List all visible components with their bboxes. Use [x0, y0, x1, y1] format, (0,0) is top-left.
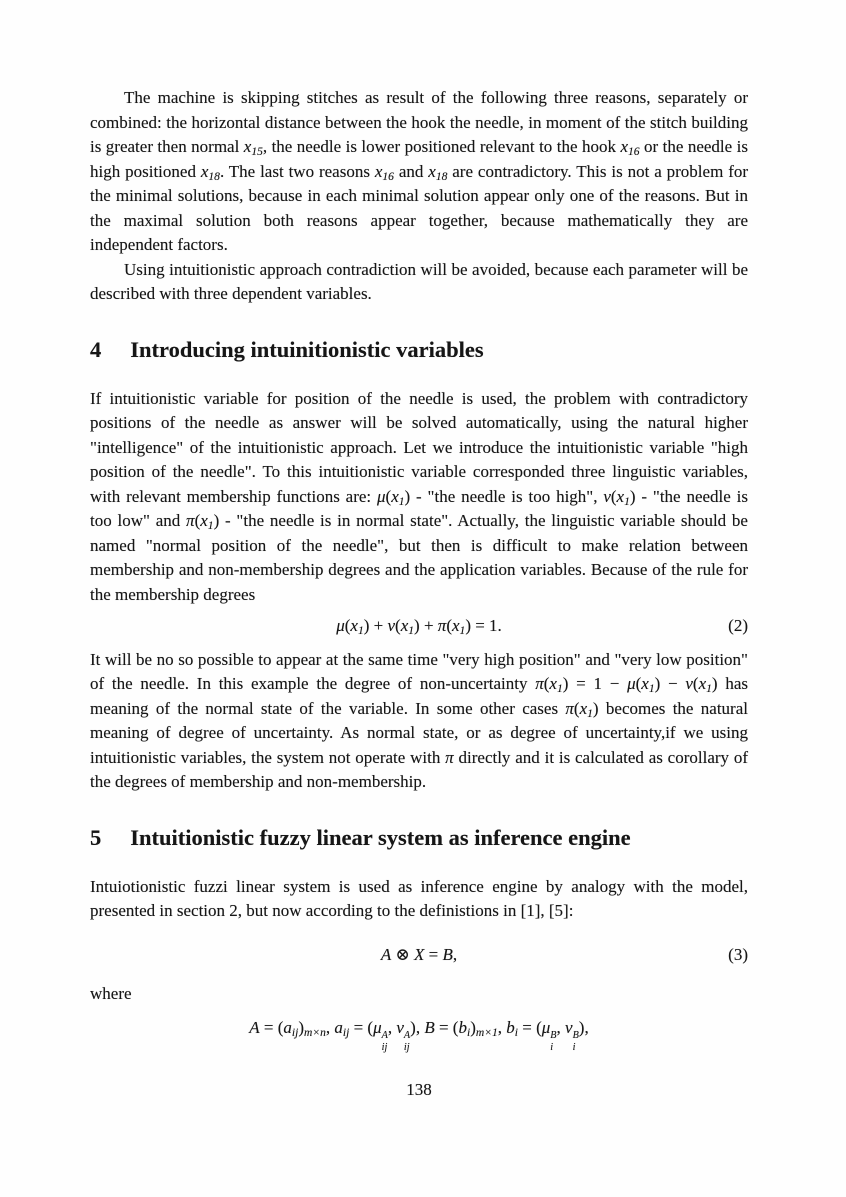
paragraph-machine-stitches: The machine is skipping stitches as result of the following three reasons, separately or combined: the horizontal distance between the hook the needle, in moment of the stitch building is greater then normal $x_{15}$, the needle is lower positioned relevant to the hook $x_{16}$ or the needle is high positioned $x_{18}$. The last two reasons $x_{16}$ and $x_{18}$ are contradictory. This is not a problem for the minimal solutions, because in each minimal solution appear only one of the reasons. But in the maximal solution both reasons appear together, because mathematically they are independent factors.: [90, 88, 749, 254]
equation-3: [90, 943, 748, 968]
paragraph-intuitionistic-approach: Using intuitionistic approach contradiction will be avoided, because each parameter will be described with three dependent variables.: [90, 259, 748, 303]
paragraph-intuitionistic-variable: If intuitionistic variable for position of the needle is used, the problem with contradictory positions of the needle as answer will be solved automatically, using the natural higher "intelligence" of the intuitionistic approach. Let we introduce the intuitionistic variable "high position of the needle". To this intuitionistic variable corresponded three linguistic variables, with relevant membership functions are: $\mu(x_1)$ - "the needle is too high", $\nu(x_1)$ - "the needle is too low" and $\pi(x_1)$ - "the needle is in normal state". Actually, the linguistic variable should be named "normal position of the needle", but then is difficult to make relation between membership and non-membership degrees and the application variables. Because of the rule for the membership degrees: [90, 388, 748, 604]
equation-3-body: A ⊗ X = B,: [380, 944, 458, 964]
equation-2-number: (2): [728, 616, 748, 636]
equation-2: [90, 614, 748, 639]
paragraph-very-high-low-position: It will be no so possible to appear at the same time "very high position" and "very low position" of the needle. In this example the degree of non-uncertainty $\pi(x_1) = 1 - \mu(x_1) - \nu(x_1)$ has meaning of the normal state of the variable. In some other cases $\pi(x_1)$ becomes the natural meaning of degree of uncertainty. As normal state, or as degree of uncertainty,if we using intuitionistic variables, the system not operate with π directly and it is calculated as corollary of the degrees of membership and non-membership.: [90, 649, 748, 792]
section-4-number: 4: [90, 336, 102, 362]
equation-3-number: (3): [728, 944, 748, 964]
matrix-definition-equation: $A = (a_{ij})_{m\times n}$, $a_{ij} = (\mu$ A ij , ν A ij ), $B = (b_i)_{m\times 1}$, $b_i = (\mu$ B i , ν B i ),: [249, 1017, 589, 1053]
section-5-heading: [90, 824, 748, 852]
page-number: 138: [406, 1079, 432, 1099]
where-label: where: [90, 984, 132, 1004]
section-4-heading: [90, 336, 748, 364]
paragraph-inference-engine: Intuiotionistic fuzzi linear system is used as inference engine by analogy with the model, presented in section 2, but now according to the definistions in [1], [5]:: [90, 876, 748, 921]
section-5-number: 5: [90, 824, 102, 850]
section-5-title: Intuitionistic fuzzy linear system as inference engine: [130, 824, 631, 850]
section-4-title: Introducing intuinitionistic variables: [130, 336, 484, 362]
equation-2-body: $\mu(x_1) + \nu(x_1) + \pi(x_1) = 1$.: [336, 616, 502, 638]
